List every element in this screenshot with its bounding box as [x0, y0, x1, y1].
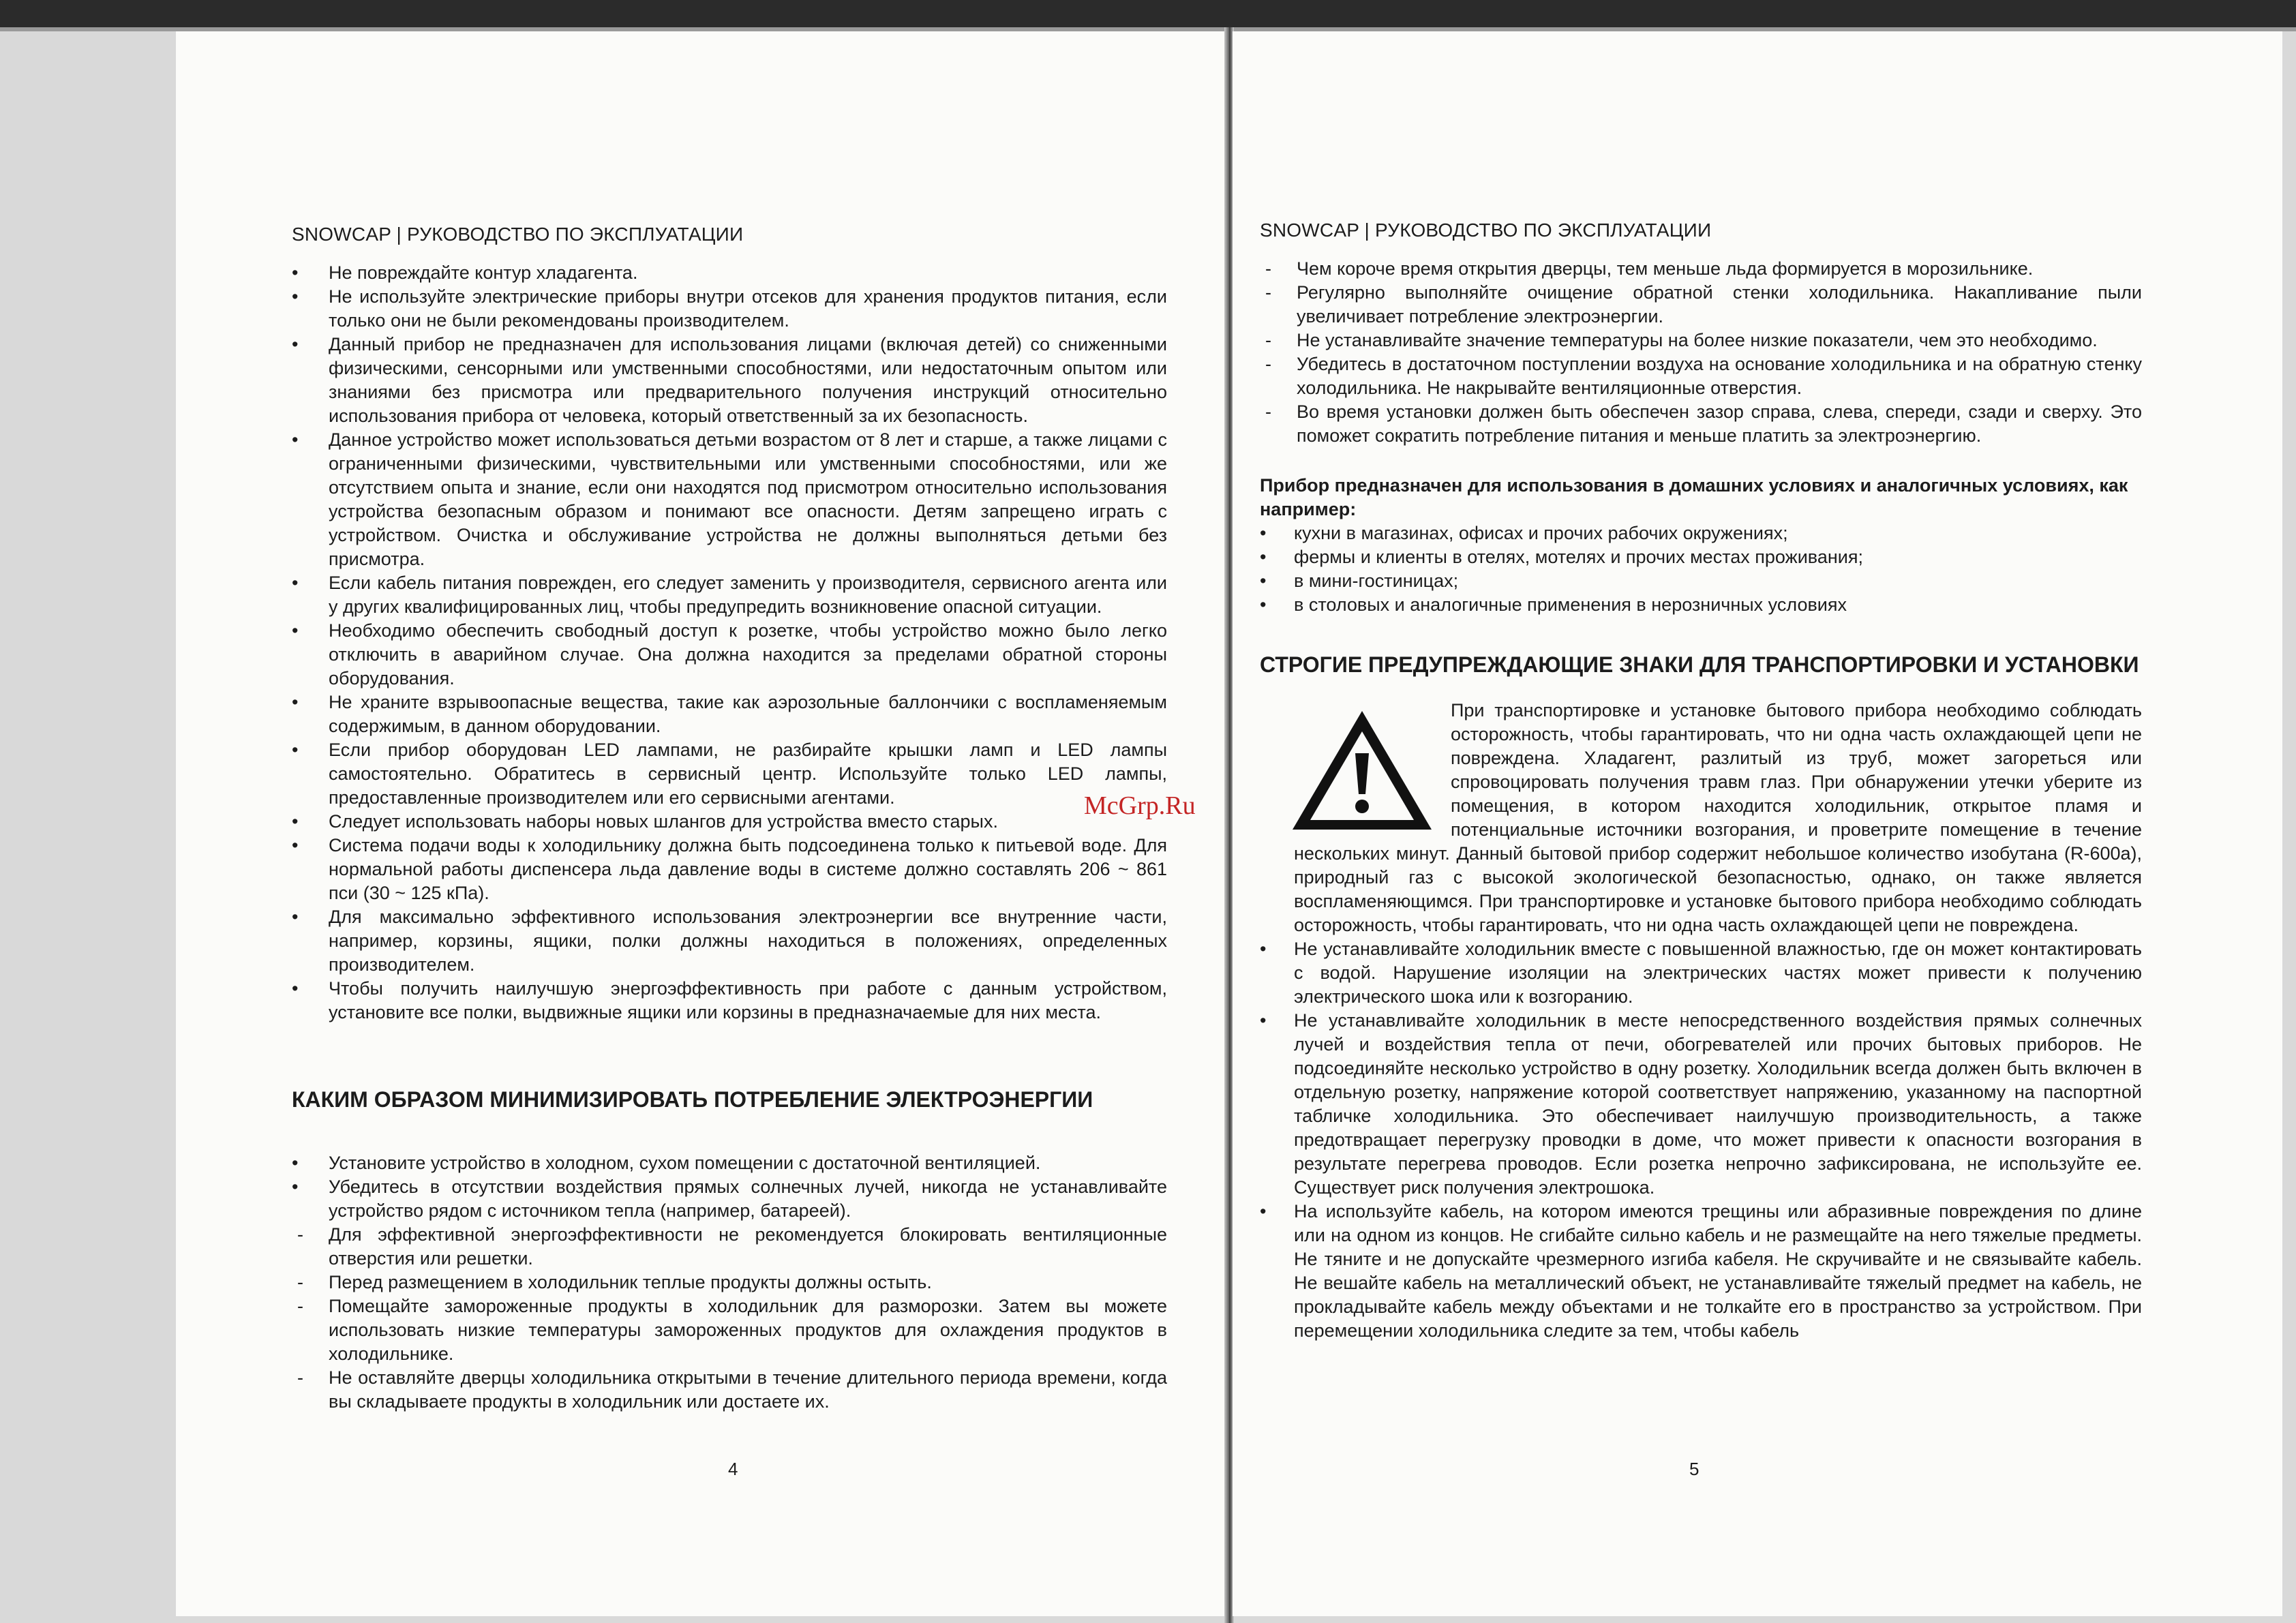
left-page-content — [292, 222, 1167, 1414]
list-item: • Необходимо обеспечить свободный доступ к розетке, чтобы устройство можно было легко отключить в аварийном случае. Она должна находится за пределами обратной стороны оборудования. — [292, 619, 1167, 691]
list-item: • Чтобы получить наилучшую энергоэффективность при работе с данным устройством, установите все полки, выдвижные ящики или корзины в предназначаемые для них места. — [292, 977, 1167, 1025]
list-item: • Не храните взрывоопасные вещества, такие как аэрозольные баллончики с воспламеняемым содержимым, в данном оборудовании. — [292, 691, 1167, 738]
scan-top-edge — [0, 0, 2296, 27]
list-item: • Убедитесь в отсутствии воздействия прямых солнечных лучей, никогда не устанавливайте устройство рядом с источником тепла (например, батареей). — [292, 1175, 1167, 1223]
warning-triangle-icon — [1287, 706, 1437, 835]
list-item: • Не повреждайте контур хладагента. — [292, 261, 1167, 285]
list-item: • Данное устройство может использоваться детьми возрастом от 8 лет и старше, а также лицами с ограниченными физическими, чувствительными или умственными способностями, или же отсутствием опыта и знание, если они находятся под присмотром относительно использования устройства безопасным образом и понимают все опасности. Детям запрещено играть с устройством. Очистка и обслуживание устройства не должны выполняться детьми без присмотра. — [292, 428, 1167, 571]
section-title-warnings: СТРОГИЕ ПРЕДУПРЕЖДАЮЩИЕ ЗНАКИ ДЛЯ ТРАНСПОРТИРОВКИ И УСТАНОВКИ — [1260, 652, 2139, 677]
list-item: - Регулярно выполняйте очищение обратной стенки холодильника. Накапливание пыли увеличивает потребление электроэнергии. — [1260, 281, 2142, 329]
list-item: - Убедитесь в достаточном поступлении воздуха на основание холодильника и на обратную стенку холодильника. Не накрывайте вентиляционные отверстия. — [1260, 352, 2142, 400]
list-item: - Чем короче время открытия дверцы, тем меньше льда формируется в морозильнике. — [1260, 257, 2142, 281]
installation-bullet-list — [1260, 937, 2142, 1343]
energy-tips-dash-list — [1260, 257, 2142, 448]
list-item: • Система подачи воды к холодильнику должна быть подсоединена только к питьевой воде. Для нормальной работы диспенсера льда давление воды в системе должно составлять 206 ~ 861 пси (30 ~ 125 кПа). — [292, 834, 1167, 905]
page-number: 5 — [1689, 1459, 1700, 1479]
list-item: - Не оставляйте дверцы холодильника открытыми в течение длительного периода времени, когда вы складываете продукты в холодильник или достаете их. — [292, 1366, 1167, 1414]
list-item: • Не устанавливайте холодильник в месте непосредственного воздействия прямых солнечных лучей и воздействия тепла от печи, обогревателей или прочих бытовых приборов. Не подсоединяйте несколько устройство в одну розетку. Холодильник всегда должен быть включен в отдельную розетку, напряжение которой соответствует напряжению, указанному на паспортной табличке холодильника. Это обеспечивает наилучшую производительность, а также предотвращает перегрузку проводки в доме, что может привести к опасности возгорания в результате перегрева проводов. Если розетка непрочно зафиксирована, не используйте ее. Существует риск получения электрошока. — [1260, 1009, 2142, 1200]
list-item: - Помещайте замороженные продукты в холодильник для разморозки. Затем вы можете использовать низкие температуры замороженных продуктов для охлаждения продуктов в холодильнике. — [292, 1294, 1167, 1366]
usage-bullet-list — [1260, 521, 2142, 617]
right-page-content — [1260, 218, 2142, 1343]
page-left — [176, 31, 1226, 1616]
list-item: - Перед размещением в холодильник теплые продукты должны остыть. — [292, 1271, 1167, 1294]
list-item: • фермы и клиенты в отелях, мотелях и прочих местах проживания; — [1260, 545, 2142, 569]
usage-intro: Прибор предназначен для использования в домашних условиях и аналогичных условиях, как например: — [1260, 475, 2128, 519]
list-item: - Не устанавливайте значение температуры на более низкие показатели, чем это необходимо. — [1260, 329, 2142, 352]
energy-bullet-list — [292, 1151, 1167, 1223]
list-item: • Не устанавливайте холодильник вместе с повышенной влажностью, где он может контактировать с водой. Нарушение изоляции на электрических частях может привести к получению электрического шока или к возгоранию. — [1260, 937, 2142, 1009]
page-right — [1233, 31, 2282, 1616]
energy-dash-list — [292, 1223, 1167, 1414]
section-title-energy: КАКИМ ОБРАЗОМ МИНИМИЗИРОВАТЬ ПОТРЕБЛЕНИЕ ЭЛЕКТРОЭНЕРГИИ — [292, 1087, 1093, 1112]
list-item: • На используйте кабель, на котором имеются трещины или абразивные повреждения по длине или на одном из концов. Не сгибайте сильно кабель и не размещайте на него тяжелые предметы. Не тяните и не допускайте чрезмерного изгиба кабеля. Не скручивайте и не связывайте кабель. Не вешайте кабель на металлический объект, не устанавливайте тяжелый предмет на кабель, не прокладывайте кабель между объектами и не толкайте его в пространство за устройством. При перемещении холодильника следите за тем, чтобы кабель — [1260, 1200, 2142, 1343]
running-head: SNOWCAP | РУКОВОДСТВО ПО ЭКСПЛУАТАЦИИ — [292, 224, 744, 245]
page-number: 4 — [728, 1459, 738, 1479]
list-item: • Если кабель питания поврежден, его следует заменить у производителя, сервисного агента или у других квалифицированных лиц, чтобы предупредить возникновение опасной ситуации. — [292, 571, 1167, 619]
warning-text: При транспортировке и установке бытового прибора необходимо соблюдать осторожность, чтобы гарантировать, что ни одна часть охлаждающей цепи не повреждена. Хладагент, разлитый из труб, может загореться или спровоцировать получения травм глаз. При обнаружении утечки уберите из помещения, в котором находится холодильник, открытое пламя и потенциальные источники возгорания, и проветрите помещение в течение нескольких минут. Данный бытовой прибор содержит небольшое количество изобутана (R-600a), природный газ с высокой экологической безопасностью, однако, он также является воспламеняющимся. При транспортировке и установке бытового прибора необходимо соблюдать осторожность, чтобы гарантировать, что ни одна часть охлаждающей цепи не повреждена. — [1294, 700, 2142, 935]
list-item: • Установите устройство в холодном, сухом помещении с достаточной вентиляцией. — [292, 1151, 1167, 1175]
list-item: • Следует использовать наборы новых шлангов для устройства вместо старых. — [292, 810, 1167, 834]
warning-block — [1294, 699, 2142, 937]
watermark: McGrp.Ru — [1084, 791, 1196, 820]
list-item: • Данный прибор не предназначен для использования лицами (включая детей) со сниженными физическими, сенсорными или умственными способностями, или недостаточным опытом или знаниями без присмотра или предварительного получения инструкций относительно использования прибора от человека, который ответственный за их безопасность. — [292, 333, 1167, 428]
list-item: • Если прибор оборудован LED лампами, не разбирайте крышки ламп и LED лампы самостоятельно. Обратитесь в сервисный центр. Используйте только LED лампы, предоставленные производителем или его сервисными агентами. — [292, 738, 1167, 810]
running-head: SNOWCAP | РУКОВОДСТВО ПО ЭКСПЛУАТАЦИИ — [1260, 219, 1712, 241]
list-item: • в мини-гостиницах; — [1260, 569, 2142, 593]
list-item: • в столовых и аналогичные применения в нерозничных условиях — [1260, 593, 2142, 617]
list-item: • Для максимально эффективного использования электроэнергии все внутренние части, например, корзины, ящики, полки должны находиться в положениях, определенных производителем. — [292, 905, 1167, 977]
safety-bullet-list — [292, 261, 1167, 1025]
list-item: • кухни в магазинах, офисах и прочих рабочих окружениях; — [1260, 521, 2142, 545]
list-item: • Не используйте электрические приборы внутри отсеков для хранения продуктов питания, если только они не были рекомендованы производителем. — [292, 285, 1167, 333]
list-item: - Для эффективной энергоэффективности не рекомендуется блокировать вентиляционные отверстия или решетки. — [292, 1223, 1167, 1271]
list-item: - Во время установки должен быть обеспечен зазор справа, слева, спереди, сзади и сверху. Это поможет сократить потребление питания и меньше платить за электроэнергию. — [1260, 400, 2142, 448]
